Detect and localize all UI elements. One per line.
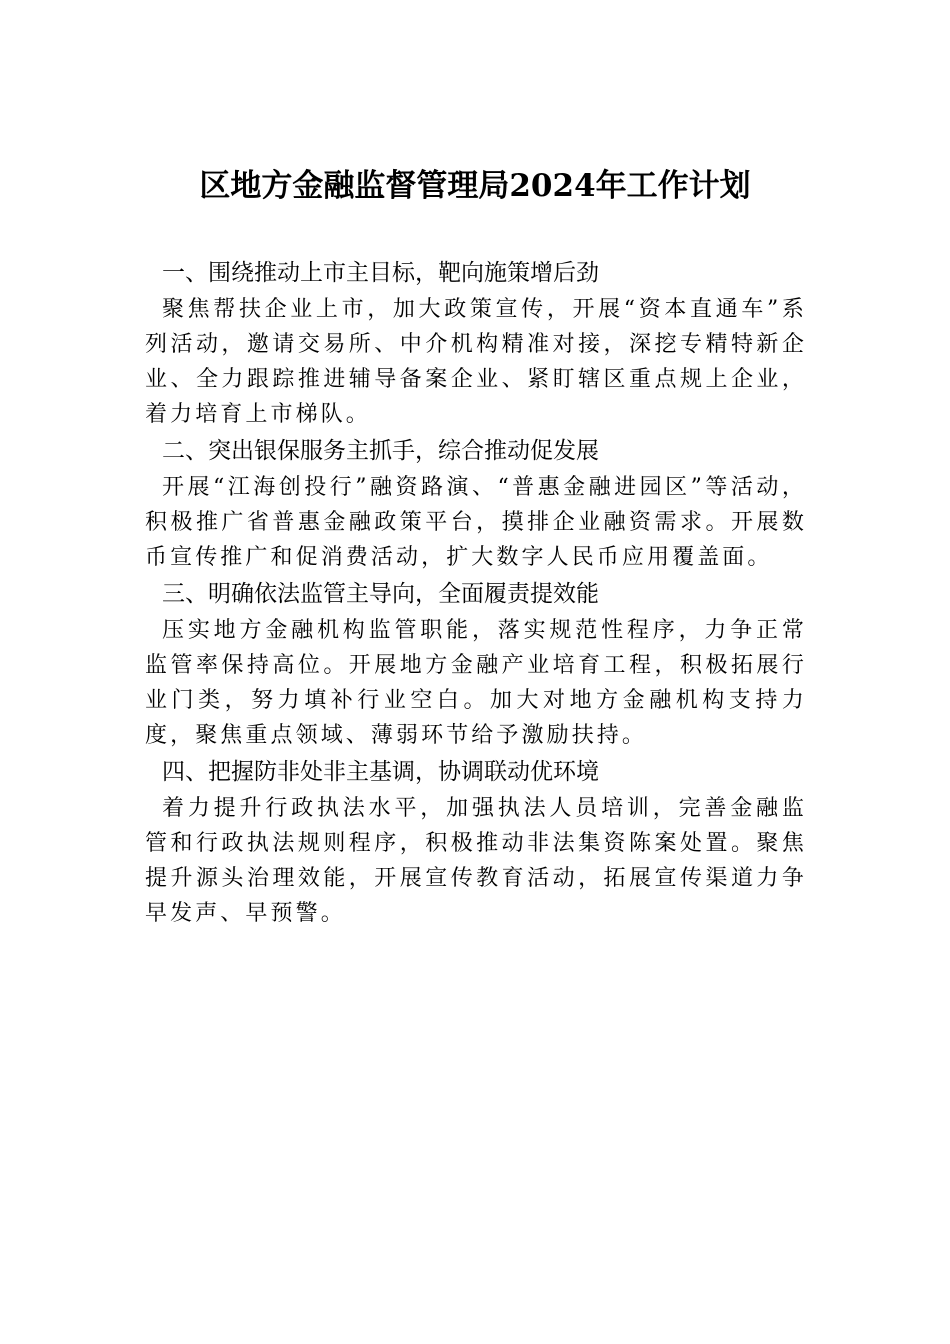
section-heading-4: 四、把握防非处非主基调，协调联动优环境 bbox=[162, 759, 599, 785]
section-body-4: 着力提升行政执法水平，加强执法人员培训，完善金融监管和行政执法规则程序，积极推动非法集资陈案处置。聚焦提升源头治理效能，开展宣传教育活动，拓展宣传渠道力争早发声、早预警。 bbox=[145, 796, 807, 926]
section-risk-prevention bbox=[145, 753, 807, 931]
section-supervision bbox=[145, 575, 807, 753]
section-heading-2: 二、突出银保服务主抓手，综合推动促发展 bbox=[162, 438, 599, 464]
section-body-3: 压实地方金融机构监管职能，落实规范性程序，力争正常监管率保持高位。开展地方金融产业培育工程，积极拓展行业门类，努力填补行业空白。加大对地方金融机构支持力度，聚焦重点领域、薄弱环节给予激励扶持。 bbox=[145, 618, 807, 748]
section-listing bbox=[145, 254, 807, 432]
section-heading-1: 一、围绕推动上市主目标，靶向施策增后劲 bbox=[162, 260, 599, 286]
document-content bbox=[145, 254, 807, 931]
section-body-2: 开展“江海创投行”融资路演、“普惠金融进园区”等活动，积极推广省普惠金融政策平台，摸排企业融资需求。开展数币宣传推广和促消费活动，扩大数字人民币应用覆盖面。 bbox=[145, 475, 807, 570]
document-title: 区地方金融监督管理局2024年工作计划 bbox=[199, 168, 751, 204]
section-body-1: 聚焦帮扶企业上市，加大政策宣传，开展“资本直通车”系列活动，邀请交易所、中介机构精准对接，深挖专精特新企业、全力跟踪推进辅导备案企业、紧盯辖区重点规上企业，着力培育上市梯队。 bbox=[145, 297, 807, 427]
section-heading-3: 三、明确依法监管主导向，全面履责提效能 bbox=[162, 581, 599, 607]
section-banking bbox=[145, 432, 807, 575]
